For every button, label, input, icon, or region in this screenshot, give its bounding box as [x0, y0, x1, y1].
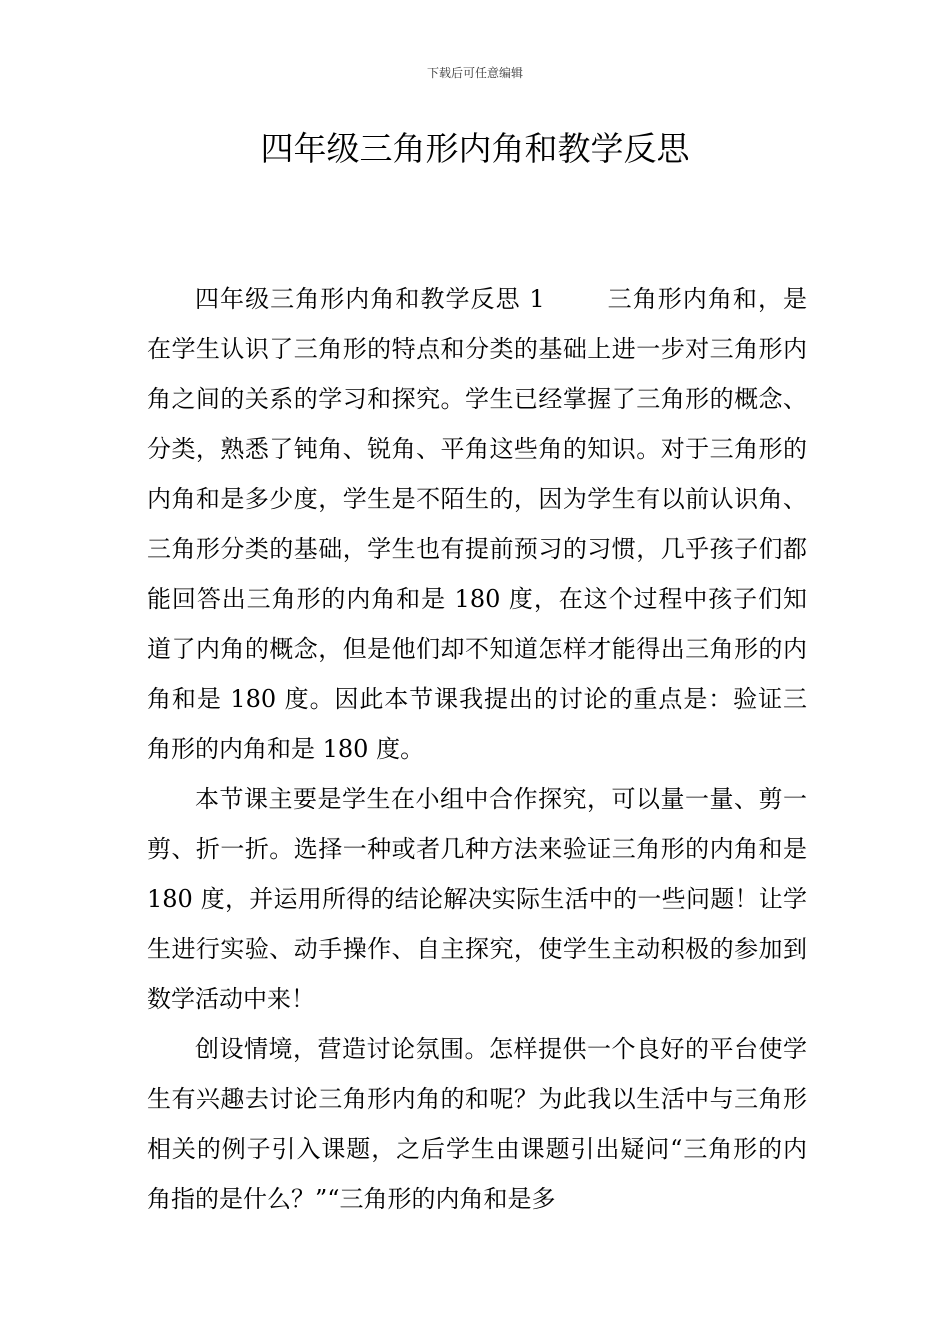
paragraph-3: 创设情境，营造讨论氛围。怎样提供一个良好的平台使学生有兴趣去讨论三角形内角的和呢？为此我以生活中与三角形相关的例子引入课题，之后学生由课题引出疑问“三角形的内角指的是什么？”“三角形的内角和是多	[147, 1035, 807, 1213]
document-title: 四年级三角形内角和教学反思	[260, 129, 690, 168]
paragraph-1-text: 三角形内角和，是在学生认识了三角形的特点和分类的基础上进一步对三角形内角之间的关系的学习和探究。学生已经掌握了三角形的概念、分类，熟悉了钝角、锐角、平角这些角的知识。对于三角形的内角和是多少度，学生是不陌生的，因为学生有以前认识角、三角形分类的基础，学生也有提前预习的习惯，几乎孩子们都能回答出三角形的内角和是 180 度，在这个过程中孩子们知道了内角的概念，但是他们却不知道怎样才能得出三角形的内角和是 180 度。因此本节课我提出的讨论的重点是：验证三角形的内角和是 180 度。	[147, 285, 807, 763]
paragraph-2: 本节课主要是学生在小组中合作探究，可以量一量、剪一剪、折一折。选择一种或者几种方法来验证三角形的内角和是 180 度，并运用所得的结论解决实际生活中的一些问题！让学生进行实验、动手操作、自主探究，使学生主动积极的参加到数学活动中来！	[147, 785, 807, 1013]
document-body	[147, 274, 807, 1224]
section-heading: 四年级三角形内角和教学反思 1	[195, 285, 545, 313]
header-note: 下载后可任意编辑	[426, 66, 523, 80]
paragraph-1	[147, 274, 807, 774]
